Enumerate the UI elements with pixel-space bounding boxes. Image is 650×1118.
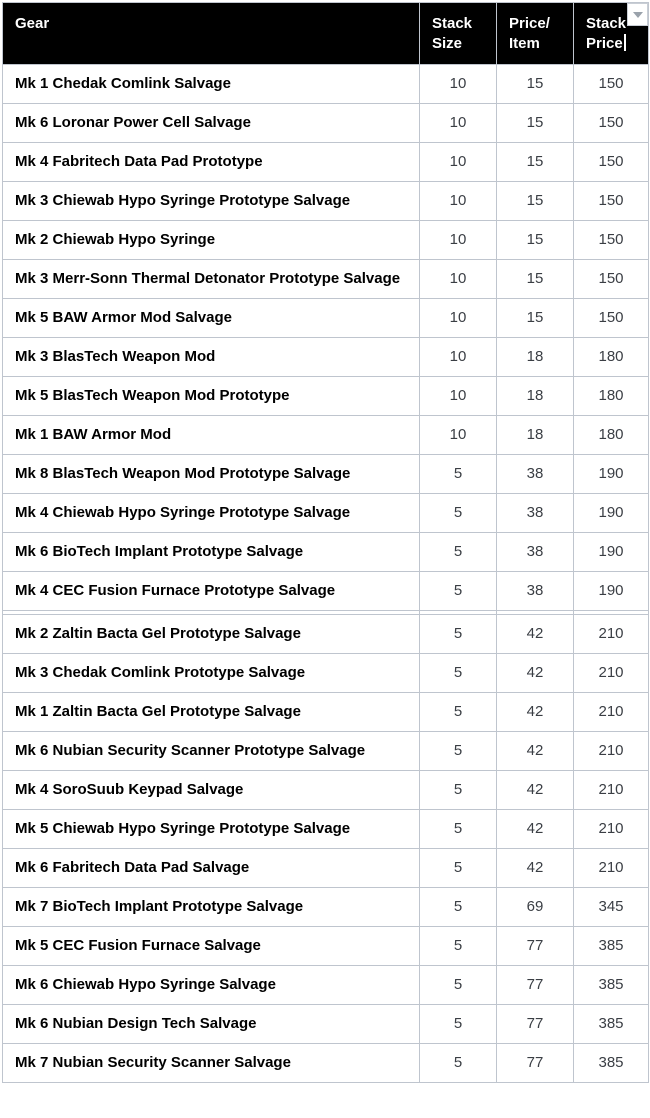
- gear-cell[interactable]: Mk 6 Loronar Power Cell Salvage: [3, 104, 420, 143]
- column-header-stack_price-line: Price: [586, 34, 636, 54]
- stack-size-cell[interactable]: 5: [420, 732, 497, 771]
- gear-cell[interactable]: Mk 4 Fabritech Data Pad Prototype: [3, 143, 420, 182]
- gear-cell[interactable]: Mk 2 Zaltin Bacta Gel Prototype Salvage: [3, 615, 420, 654]
- stack-price-cell[interactable]: 190: [574, 455, 649, 494]
- gear-cell[interactable]: Mk 5 CEC Fusion Furnace Salvage: [3, 927, 420, 966]
- stack-price-cell[interactable]: 150: [574, 299, 649, 338]
- stack-price-cell[interactable]: 385: [574, 927, 649, 966]
- price-item-cell[interactable]: 42: [497, 615, 574, 654]
- stack-size-cell[interactable]: 10: [420, 377, 497, 416]
- stack-price-cell[interactable]: 345: [574, 888, 649, 927]
- stack-size-cell[interactable]: 5: [420, 810, 497, 849]
- column-header-gear[interactable]: [3, 3, 420, 65]
- stack-size-cell[interactable]: 5: [420, 654, 497, 693]
- stack-size-cell[interactable]: 5: [420, 455, 497, 494]
- stack-size-cell[interactable]: 10: [420, 299, 497, 338]
- price-item-cell[interactable]: 15: [497, 143, 574, 182]
- column-header-gear-line: Gear: [15, 15, 50, 32]
- stack-size-cell[interactable]: 10: [420, 143, 497, 182]
- price-item-cell[interactable]: 42: [497, 810, 574, 849]
- stack-price-cell[interactable]: 150: [574, 65, 649, 104]
- gear-cell[interactable]: Mk 4 Chiewab Hypo Syringe Prototype Salvage: [3, 494, 420, 533]
- price-item-cell[interactable]: 38: [497, 494, 574, 533]
- stack-price-cell[interactable]: 190: [574, 494, 649, 533]
- stack-price-cell[interactable]: 190: [574, 572, 649, 611]
- stack-size-cell[interactable]: 5: [420, 849, 497, 888]
- price-item-cell[interactable]: 42: [497, 654, 574, 693]
- stack-price-cell[interactable]: 180: [574, 416, 649, 455]
- stack-size-cell[interactable]: 5: [420, 572, 497, 611]
- stack-size-cell[interactable]: 10: [420, 260, 497, 299]
- gear-cell[interactable]: Mk 1 Chedak Comlink Salvage: [3, 65, 420, 104]
- gear-cell[interactable]: Mk 4 SoroSuub Keypad Salvage: [3, 771, 420, 810]
- gear-cell[interactable]: Mk 6 Fabritech Data Pad Salvage: [3, 849, 420, 888]
- stack-price-cell[interactable]: 180: [574, 338, 649, 377]
- price-item-cell[interactable]: 42: [497, 849, 574, 888]
- table-row: [3, 182, 649, 221]
- stack-size-cell[interactable]: 10: [420, 104, 497, 143]
- gear-cell[interactable]: Mk 4 CEC Fusion Furnace Prototype Salvage: [3, 572, 420, 611]
- stack-price-cell[interactable]: 150: [574, 260, 649, 299]
- price-item-cell[interactable]: 15: [497, 65, 574, 104]
- table-row: [3, 1005, 649, 1044]
- price-item-cell[interactable]: 18: [497, 416, 574, 455]
- gear-cell[interactable]: Mk 2 Chiewab Hypo Syringe: [3, 221, 420, 260]
- price-item-cell[interactable]: 42: [497, 732, 574, 771]
- stack-price-cell[interactable]: 210: [574, 732, 649, 771]
- stack-price-cell[interactable]: 150: [574, 104, 649, 143]
- stack-price-cell[interactable]: 150: [574, 143, 649, 182]
- column-header-price_item-line: Price/: [509, 15, 550, 32]
- table-row: [3, 810, 649, 849]
- table-row: [3, 888, 649, 927]
- stack-size-cell[interactable]: 5: [420, 966, 497, 1005]
- stack-price-cell[interactable]: 210: [574, 810, 649, 849]
- stack-size-cell[interactable]: 10: [420, 221, 497, 260]
- stack-price-cell[interactable]: 385: [574, 1044, 649, 1083]
- gear-cell[interactable]: Mk 5 BAW Armor Mod Salvage: [3, 299, 420, 338]
- gear-cell[interactable]: Mk 3 Chiewab Hypo Syringe Prototype Salvage: [3, 182, 420, 221]
- table-row: [3, 65, 649, 104]
- gear-cell[interactable]: Mk 1 Zaltin Bacta Gel Prototype Salvage: [3, 693, 420, 732]
- price-item-cell[interactable]: 15: [497, 260, 574, 299]
- price-item-cell[interactable]: 77: [497, 966, 574, 1005]
- table-row: [3, 377, 649, 416]
- price-item-cell[interactable]: 18: [497, 338, 574, 377]
- table-row: [3, 1044, 649, 1083]
- price-item-cell[interactable]: 38: [497, 455, 574, 494]
- stack-price-cell[interactable]: 180: [574, 377, 649, 416]
- gear-price-table: [2, 2, 649, 1083]
- stack-size-cell[interactable]: 10: [420, 338, 497, 377]
- gear-cell[interactable]: Mk 3 Chedak Comlink Prototype Salvage: [3, 654, 420, 693]
- table-row: [3, 221, 649, 260]
- stack-size-cell[interactable]: 5: [420, 888, 497, 927]
- table-row: [3, 572, 649, 611]
- stack-size-cell[interactable]: 10: [420, 182, 497, 221]
- table-row: [3, 416, 649, 455]
- text-cursor: [624, 34, 626, 51]
- price-item-cell[interactable]: 42: [497, 693, 574, 732]
- column-header-stack_size[interactable]: [420, 3, 497, 65]
- price-item-cell[interactable]: 15: [497, 104, 574, 143]
- price-item-cell[interactable]: 77: [497, 927, 574, 966]
- price-item-cell[interactable]: 38: [497, 533, 574, 572]
- gear-cell[interactable]: Mk 5 BlasTech Weapon Mod Prototype: [3, 377, 420, 416]
- stack-size-cell[interactable]: 5: [420, 615, 497, 654]
- table-row: [3, 966, 649, 1005]
- stack-size-cell[interactable]: 5: [420, 1005, 497, 1044]
- table-body: [3, 65, 649, 1083]
- stack-size-cell[interactable]: 5: [420, 927, 497, 966]
- stack-size-cell[interactable]: 5: [420, 533, 497, 572]
- gear-cell[interactable]: Mk 6 Nubian Security Scanner Prototype Salvage: [3, 732, 420, 771]
- gear-cell[interactable]: Mk 3 Merr-Sonn Thermal Detonator Prototype Salvage: [3, 260, 420, 299]
- gear-cell[interactable]: Mk 6 Nubian Design Tech Salvage: [3, 1005, 420, 1044]
- table-row: [3, 849, 649, 888]
- gear-cell[interactable]: Mk 7 BioTech Implant Prototype Salvage: [3, 888, 420, 927]
- price-item-cell[interactable]: 42: [497, 771, 574, 810]
- table-row: [3, 455, 649, 494]
- price-item-cell[interactable]: 77: [497, 1044, 574, 1083]
- table-dropdown-button[interactable]: [627, 3, 648, 26]
- stack-price-cell[interactable]: 150: [574, 182, 649, 221]
- price-item-cell[interactable]: 38: [497, 572, 574, 611]
- table-row: [3, 771, 649, 810]
- table-row: [3, 260, 649, 299]
- chevron-down-icon: [633, 12, 643, 18]
- table-row: [3, 104, 649, 143]
- stack-size-cell[interactable]: 10: [420, 65, 497, 104]
- header-row: [3, 3, 649, 65]
- table-row: [3, 143, 649, 182]
- price-item-cell[interactable]: 15: [497, 182, 574, 221]
- gear-cell[interactable]: Mk 7 Nubian Security Scanner Salvage: [3, 1044, 420, 1083]
- gear-cell[interactable]: Mk 6 Chiewab Hypo Syringe Salvage: [3, 966, 420, 1005]
- column-header-stack_size-line: Size: [432, 35, 463, 52]
- gear-cell[interactable]: Mk 1 BAW Armor Mod: [3, 416, 420, 455]
- table-row: [3, 654, 649, 693]
- price-item-cell[interactable]: 77: [497, 1005, 574, 1044]
- gear-cell[interactable]: Mk 8 BlasTech Weapon Mod Prototype Salvage: [3, 455, 420, 494]
- price-item-cell[interactable]: 69: [497, 888, 574, 927]
- stack-price-cell[interactable]: 210: [574, 615, 649, 654]
- stack-size-cell[interactable]: 5: [420, 494, 497, 533]
- stack-price-cell[interactable]: 150: [574, 221, 649, 260]
- stack-size-cell[interactable]: 5: [420, 693, 497, 732]
- column-header-stack_price-line: Stack: [586, 15, 627, 32]
- table-row: [3, 693, 649, 732]
- table-row: [3, 927, 649, 966]
- stack-size-cell[interactable]: 5: [420, 1044, 497, 1083]
- gear-cell[interactable]: Mk 3 BlasTech Weapon Mod: [3, 338, 420, 377]
- table-row: [3, 732, 649, 771]
- stack-price-cell[interactable]: 385: [574, 966, 649, 1005]
- table-header: [3, 3, 649, 65]
- table-row: [3, 299, 649, 338]
- gear-cell[interactable]: Mk 6 BioTech Implant Prototype Salvage: [3, 533, 420, 572]
- column-header-price_item-line: Item: [509, 35, 540, 52]
- table-row: [3, 338, 649, 377]
- table-row: [3, 533, 649, 572]
- stack-price-cell[interactable]: 210: [574, 771, 649, 810]
- price-item-cell[interactable]: 18: [497, 377, 574, 416]
- gear-cell[interactable]: Mk 5 Chiewab Hypo Syringe Prototype Salvage: [3, 810, 420, 849]
- stack-price-cell[interactable]: 385: [574, 1005, 649, 1044]
- stack-size-cell[interactable]: 10: [420, 416, 497, 455]
- table-row: [3, 494, 649, 533]
- price-item-cell[interactable]: 15: [497, 299, 574, 338]
- stack-price-cell[interactable]: 190: [574, 533, 649, 572]
- table-row: [3, 615, 649, 654]
- price-item-cell[interactable]: 15: [497, 221, 574, 260]
- stack-size-cell[interactable]: 5: [420, 771, 497, 810]
- stack-price-cell[interactable]: 210: [574, 654, 649, 693]
- column-header-price_item[interactable]: [497, 3, 574, 65]
- stack-price-cell[interactable]: 210: [574, 849, 649, 888]
- stack-price-cell[interactable]: 210: [574, 693, 649, 732]
- column-header-stack_size-line: Stack: [432, 15, 473, 32]
